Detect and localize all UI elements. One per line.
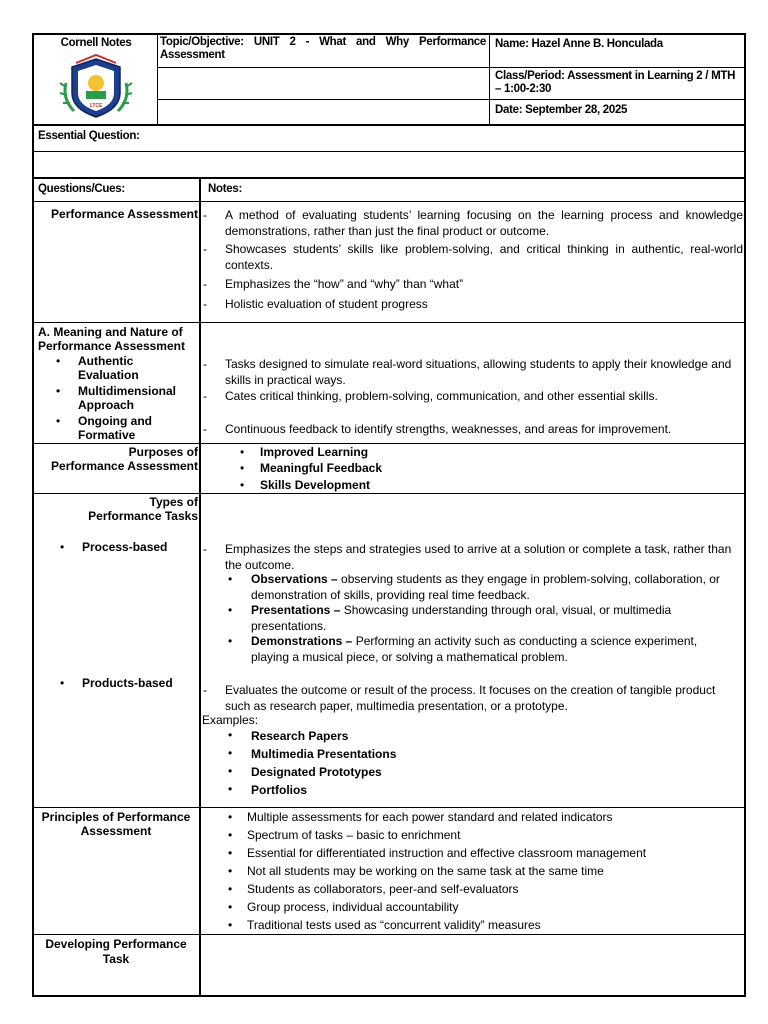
bullet-marker: • — [228, 603, 233, 617]
school-logo — [44, 53, 148, 121]
bullet-marker: • — [228, 900, 233, 914]
bullet-marker: • — [56, 414, 61, 428]
note-meaning-3: Continuous feedback to identify strengths, weaknesses, and areas for improvement. — [225, 422, 672, 436]
bullet-marker: • — [228, 746, 233, 760]
dash-marker: - — [203, 357, 207, 371]
cornell-notes-title: Cornell Notes — [60, 37, 132, 49]
cue-purposes-line1: Purposes of — [128, 445, 198, 459]
bullet-marker: • — [56, 354, 61, 368]
header-divider-2 — [489, 33, 490, 125]
cue-purposes-line2: Performance Assessment — [51, 459, 198, 473]
note-performance-3: Emphasizes the “how” and “why” than “what” — [225, 277, 464, 291]
bullet-marker: • — [240, 445, 245, 459]
cue-meaning-line2: Performance Assessment — [38, 339, 185, 353]
eq-bottom-line — [32, 177, 746, 179]
bullet-marker: • — [228, 634, 233, 648]
section-line-5 — [32, 934, 746, 935]
bullet-marker: • — [228, 918, 233, 932]
cue-authentic-evaluation: Authentic Evaluation — [78, 354, 139, 382]
dash-marker: - — [203, 277, 207, 291]
cue-multidimensional-approach: Multidimensional Approach — [78, 384, 177, 412]
topic-objective: Topic/Objective: UNIT 2 - What and Why Performance Assessment — [160, 36, 486, 61]
bullet-marker: • — [240, 478, 245, 492]
header-bottom-line — [32, 124, 746, 126]
purpose-item-2: Meaningful Feedback — [260, 461, 383, 475]
date: Date: September 28, 2025 — [495, 104, 628, 116]
cue-types-line2: Performance Tasks — [88, 509, 198, 523]
bullet-marker: • — [240, 461, 245, 475]
principle-item-5: Students as collaborators, peer-and self-evaluators — [247, 882, 519, 896]
class-period: Class/Period: Assessment in Learning 2 / MTH – 1:00-2:30 — [495, 70, 736, 95]
bullet-marker: • — [228, 828, 233, 842]
cue-developing-line1: Developing Performance — [45, 937, 187, 951]
process-item-presentations — [251, 603, 721, 634]
bullet-marker: • — [56, 384, 61, 398]
bullet-marker: • — [228, 782, 233, 796]
purpose-item-3: Skills Development — [260, 478, 371, 492]
principle-item-2: Spectrum of tasks – basic to enrichment — [247, 828, 461, 842]
process-desc: observing students as they engage in problem-solving, collaboration, or demonstration of skills, providing real time feedback. — [251, 572, 720, 602]
dash-marker: - — [203, 242, 207, 256]
eq-line — [32, 151, 746, 152]
border-top — [32, 33, 746, 35]
purpose-item-1: Improved Learning — [260, 445, 369, 459]
header-row-line-2 — [157, 99, 746, 100]
bullet-marker: • — [228, 572, 233, 586]
note-products-based: Evaluates the outcome or result of the process. It focuses on the creation of tangible product such as research paper, multimedia presentation, or a prototype. — [225, 683, 716, 713]
header-row-line-1 — [157, 67, 746, 68]
principle-item-4: Not all students may be working on the same task at the same time — [247, 864, 604, 878]
section-line-4 — [32, 807, 746, 808]
bullet-marker: • — [228, 764, 233, 778]
bullet-marker: • — [60, 676, 65, 690]
principle-item-1: Multiple assessments for each power standard and related indicators — [247, 810, 613, 824]
bullet-marker: • — [228, 846, 233, 860]
process-desc: Performing an activity such as conducting a science experiment, playing a musical piece, or solving a mathematical problem. — [251, 634, 698, 664]
essential-question-label: Essential Question: — [38, 130, 140, 142]
dash-marker: - — [203, 683, 207, 697]
note-process-based: Emphasizes the steps and strategies used to arrive at a solution or complete a task, rather than the outcome. — [225, 542, 732, 572]
dash-marker: - — [203, 422, 207, 436]
section-line-1 — [32, 322, 746, 323]
note-performance-1: A method of evaluating students’ learning focusing on the learning process and knowledge demonstrations, rather than just the final product or outcome. — [225, 208, 743, 238]
bullet-marker: • — [228, 882, 233, 896]
cue-performance-assessment: Performance Assessment — [51, 207, 198, 221]
principle-item-6: Group process, individual accountability — [247, 900, 459, 914]
border-bottom — [32, 995, 746, 997]
column-divider — [199, 178, 201, 996]
note-meaning-2: Cates critical thinking, problem-solving, communication, and other essential skills. — [225, 389, 658, 403]
dash-marker: - — [203, 542, 207, 556]
dash-marker: - — [203, 389, 207, 403]
cue-products-based: Products-based — [82, 676, 173, 690]
examples-label: Examples: — [202, 713, 259, 727]
process-item-observations — [251, 572, 743, 603]
section-line-2 — [32, 443, 746, 444]
example-item-3: Designated Prototypes — [251, 765, 382, 779]
notes-column-header: Notes: — [208, 183, 242, 195]
process-term: Presentations – — [251, 603, 341, 617]
header-divider-1 — [157, 33, 158, 125]
student-name: Name: Hazel Anne B. Honculada — [495, 38, 663, 50]
note-performance-4: Holistic evaluation of student progress — [225, 297, 428, 311]
cue-developing-line2: Task — [102, 952, 130, 966]
cue-process-based: Process-based — [82, 540, 168, 554]
example-item-4: Portfolios — [251, 783, 307, 797]
cue-meaning-line1: A. Meaning and Nature of — [38, 325, 183, 339]
principle-item-7: Traditional tests used as “concurrent validity” measures — [247, 918, 541, 932]
cues-column-header: Questions/Cues: — [38, 183, 125, 195]
note-performance-2: Showcases students’ skills like problem-solving, and critical thinking in authentic, real-world contexts. — [225, 242, 743, 272]
process-term: Demonstrations – — [251, 634, 353, 648]
example-item-2: Multimedia Presentations — [251, 747, 397, 761]
process-desc: Showcasing understanding through oral, visual, or multimedia presentations. — [251, 603, 672, 633]
cue-ongoing-formative: Ongoing and Formative — [78, 414, 152, 442]
columns-header-line — [32, 201, 746, 202]
principle-item-3: Essential for differentiated instruction and effective classroom management — [247, 846, 647, 860]
section-line-3 — [32, 493, 746, 494]
cue-principles-line1: Principles of Performance — [41, 810, 191, 824]
process-item-demonstrations — [251, 634, 731, 665]
cue-types-line1: Types of — [149, 495, 198, 509]
svg-text:LTCE: LTCE — [89, 103, 103, 109]
dash-marker: - — [203, 208, 207, 222]
note-meaning-1: Tasks designed to simulate real-word situations, allowing students to apply their knowledge and skills in practical ways. — [225, 357, 732, 387]
bullet-marker: • — [228, 864, 233, 878]
bullet-marker: • — [228, 810, 233, 824]
process-term: Observations – — [251, 572, 338, 586]
cue-principles-line2: Assessment — [80, 824, 152, 838]
bullet-marker: • — [228, 728, 233, 742]
bullet-marker: • — [60, 540, 65, 554]
dash-marker: - — [203, 297, 207, 311]
example-item-1: Research Papers — [251, 729, 349, 743]
